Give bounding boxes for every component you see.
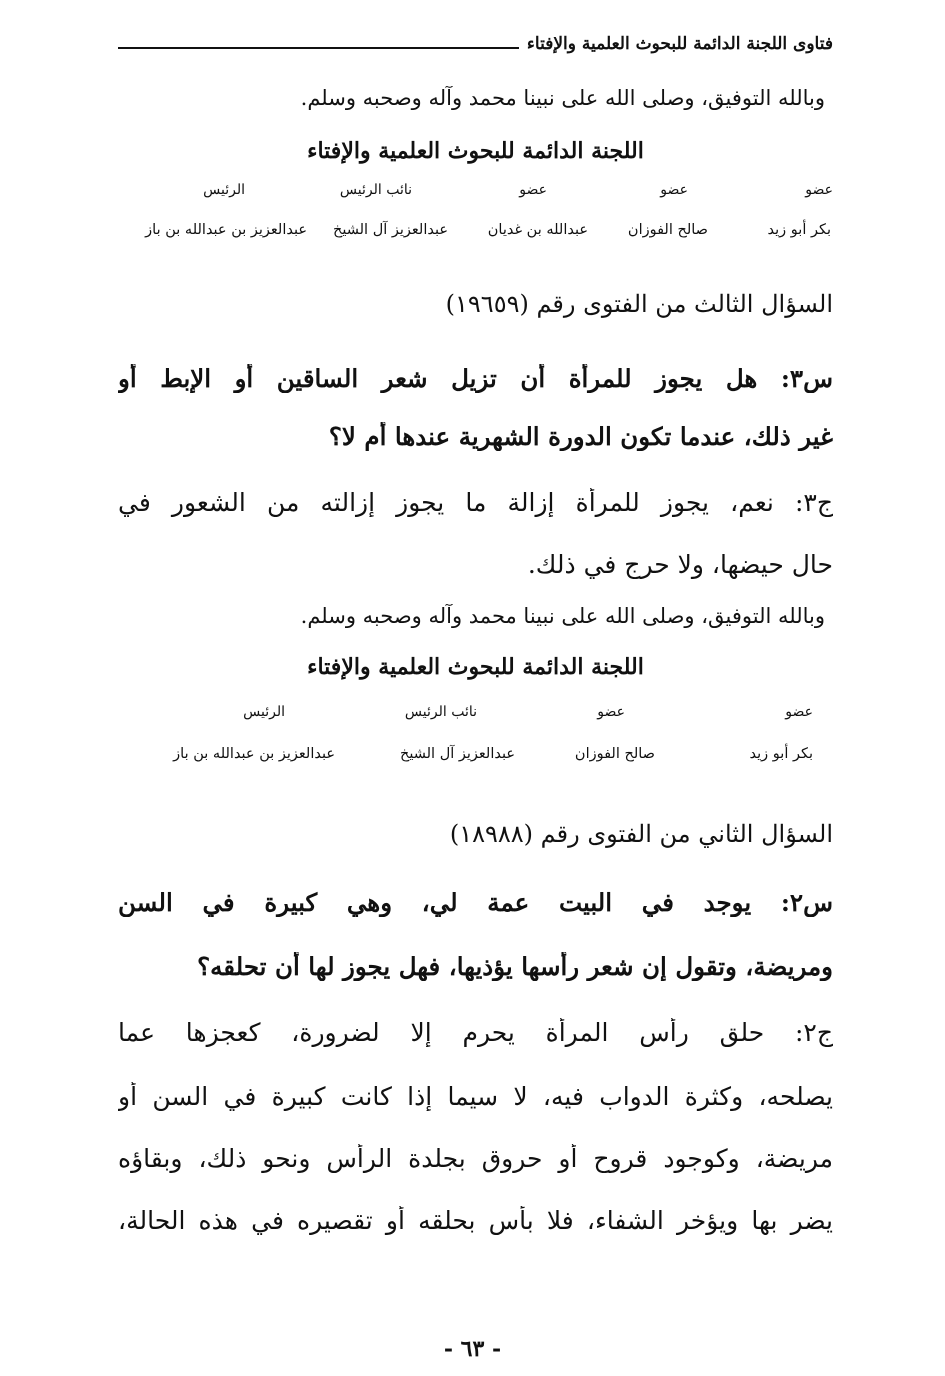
fatwa-heading: السؤال الثاني من الفتوى رقم (١٨٩٨٨) (449, 820, 833, 848)
answer-line: حال حيضها، ولا حرج في ذلك. (527, 550, 833, 579)
answer-line: مريضة، وكوجود قروح أو حروق بجلدة الرأس ونحو ذلك، وبقاؤه (118, 1144, 833, 1173)
committee-name: اللجنة الدائمة للبحوث العلمية والإفتاء (307, 654, 644, 680)
signatory-name: عبدالعزيز بن عبدالله بن باز (145, 222, 307, 238)
question-line: غير ذلك، عندما تكون الدورة الشهرية عندها أم لا؟ (328, 422, 833, 451)
signatory-title: عضو (660, 182, 688, 198)
signatory-name: بكر أبو زيد (767, 222, 831, 238)
signatory-title: نائب الرئيس (404, 704, 477, 720)
running-title: فتاوى اللجنة الدائمة للبحوث العلمية والإفتاء (526, 34, 833, 54)
signatory-name: صالح الفوزان (627, 222, 708, 238)
signatory-title: عضو (597, 704, 625, 720)
signatory-title: عضو (805, 182, 833, 198)
signatory-title: الرئيس (243, 704, 285, 720)
signatory-title: الرئيس (203, 182, 245, 198)
signatory-title: نائب الرئيس (339, 182, 412, 198)
signatory-name: عبدالعزيز آل الشيخ (399, 746, 515, 762)
answer-line: يضر بها ويؤخر الشفاء، فلا بأس بحلقه أو تقصيره في هذه الحالة، (118, 1206, 833, 1235)
answer-line: ج٢: حلق رأس المرأة يحرم إلا لضرورة، كعجزها عما (118, 1018, 833, 1047)
fatwa-heading: السؤال الثالث من الفتوى رقم (١٩٦٥٩) (445, 290, 833, 318)
signatory-name: بكر أبو زيد (749, 746, 813, 762)
question-line: س٣: هل يجوز للمرأة أن تزيل شعر الساقين أو الإبط أو (118, 364, 833, 393)
signatory-name: عبدالعزيز آل الشيخ (332, 222, 448, 238)
signatory-name: عبدالله بن غديان (487, 222, 588, 238)
answer-line: ج٣: نعم، يجوز للمرأة إزالة ما يجوز إزالته من الشعور في (118, 488, 833, 517)
header-rule (118, 47, 519, 49)
signatory-name: عبدالعزيز بن عبدالله بن باز (173, 746, 335, 762)
signatory-name: صالح الفوزان (574, 746, 655, 762)
running-header (118, 34, 833, 54)
question-line: ومريضة، وتقول إن شعر رأسها يؤذيها، فهل يجوز لها أن تحلقه؟ (197, 952, 833, 981)
signatory-title: عضو (519, 182, 547, 198)
committee-name: اللجنة الدائمة للبحوث العلمية والإفتاء (307, 138, 644, 164)
signatory-title: عضو (785, 704, 813, 720)
closing-formula: وبالله التوفيق، وصلى الله على نبينا محمد وآله وصحبه وسلم. (300, 86, 825, 110)
page-number: - ٦٣ - (443, 1336, 502, 1362)
closing-formula: وبالله التوفيق، وصلى الله على نبينا محمد وآله وصحبه وسلم. (300, 604, 825, 628)
answer-line: يصلحه، وكثرة الدواب فيه، لا سيما إذا كانت كبيرة في السن أو (118, 1082, 833, 1111)
question-line: س٢: يوجد في البيت عمة لي، وهي كبيرة في السن (118, 888, 833, 917)
